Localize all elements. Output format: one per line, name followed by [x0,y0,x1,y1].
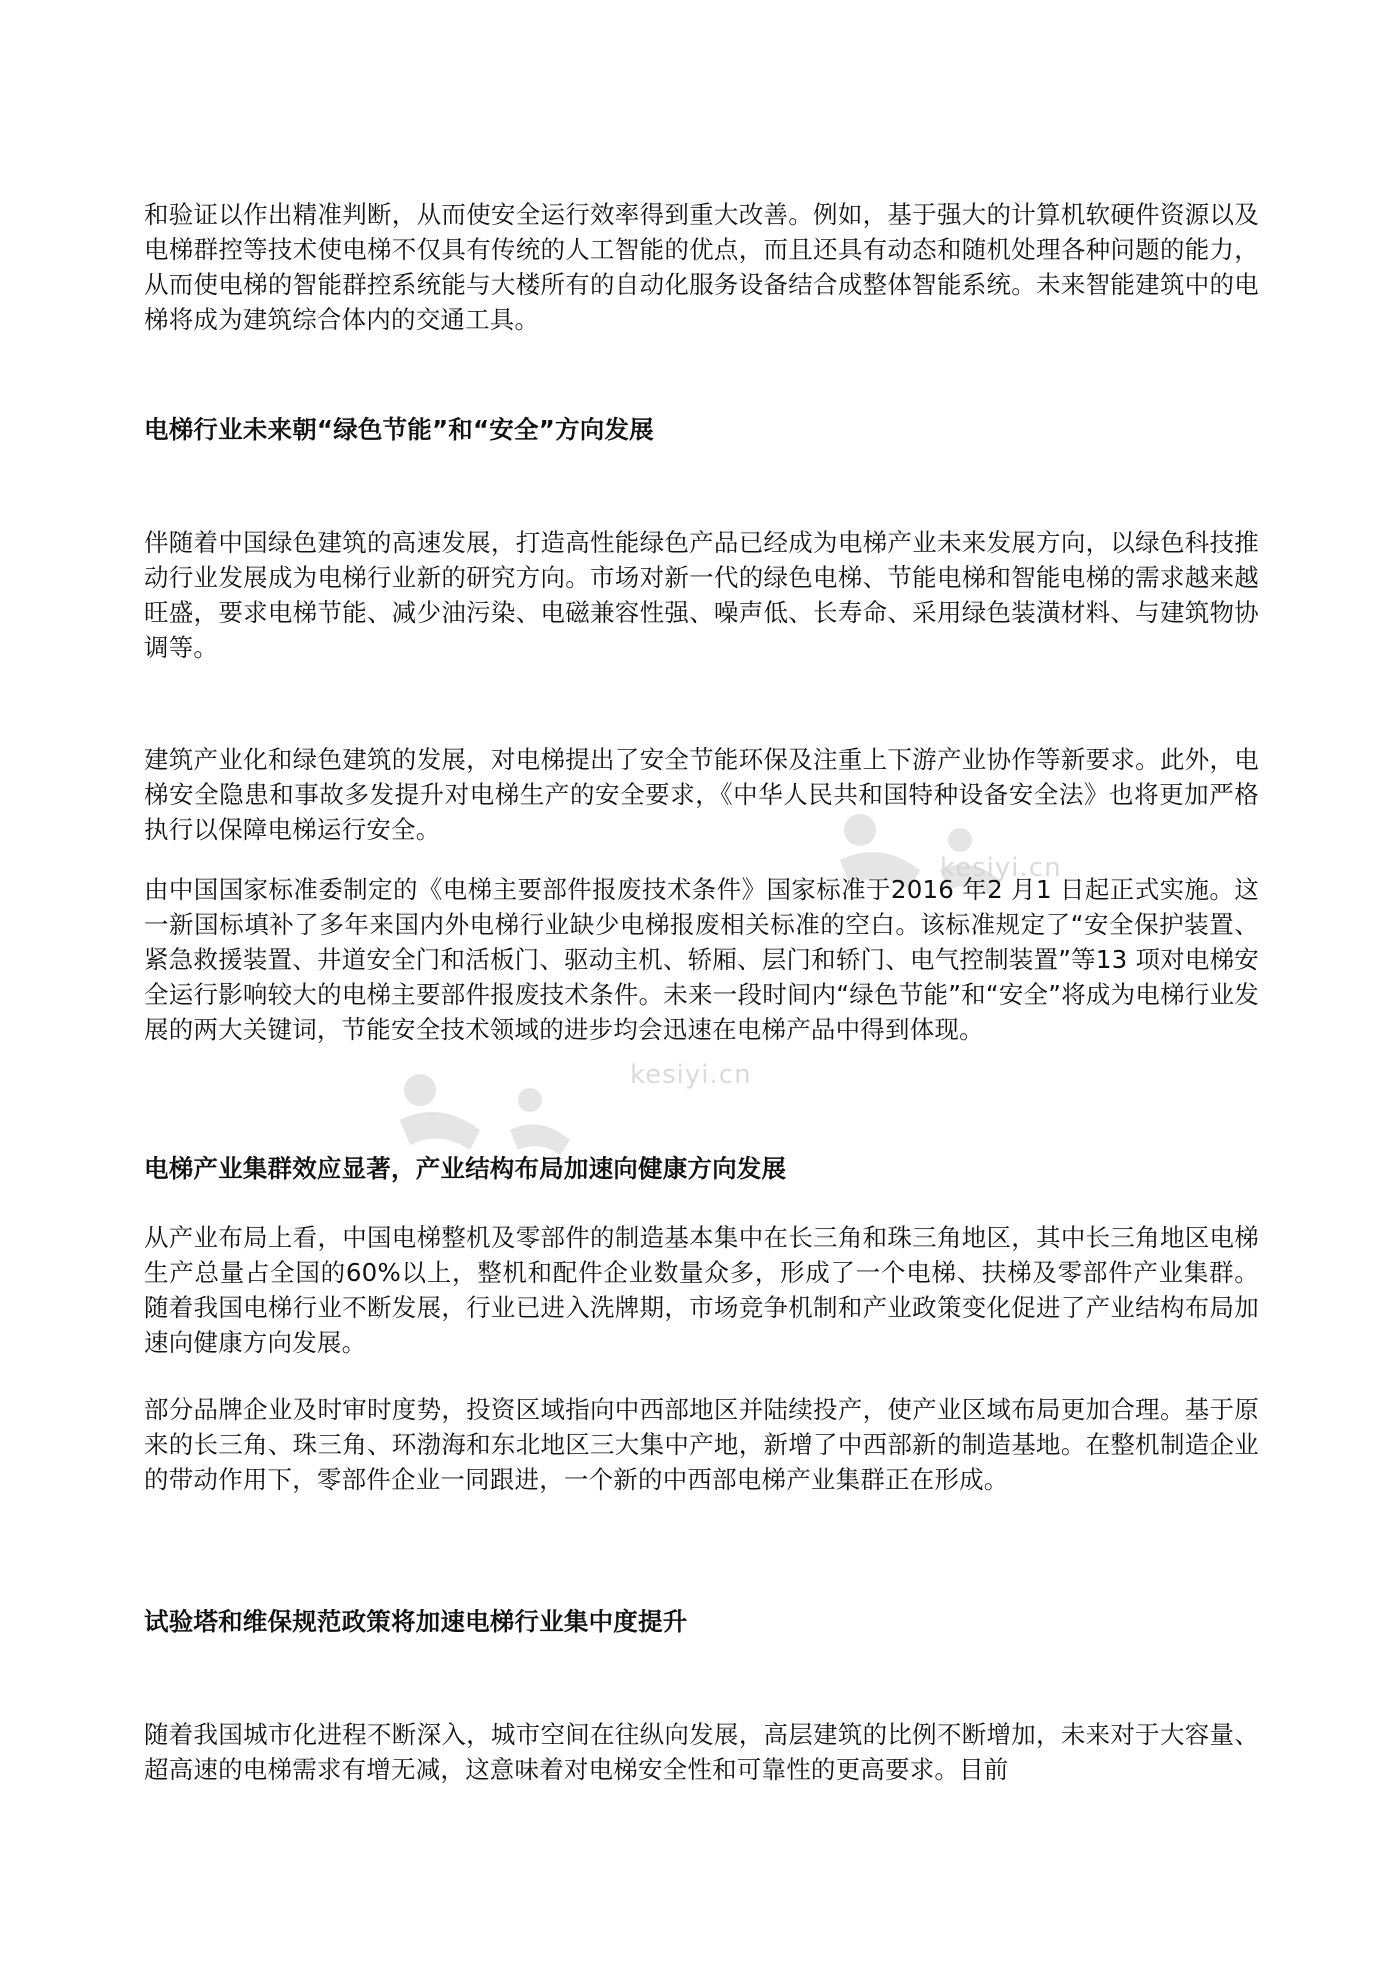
paragraph-brand-enterprises: 部分品牌企业及时审时度势，投资区域指向中西部地区并陆续投产，使产业区域布局更加合理。基于原来的长三角、珠三角、环渤海和东北地区三大集中产地，新增了中西部新的制造基地。在整机制造企业的带动作用下，零部件企业一同跟进，一个新的中西部电梯产业集群正在形成。 [144,1395,1259,1494]
paragraph-green-building: 伴随着中国绿色建筑的高速发展，打造高性能绿色产品已经成为电梯产业未来发展方向，以绿色科技推动行业发展成为电梯行业新的研究方向。市场对新一代的绿色电梯、节能电梯和智能电梯的需求越来越旺盛，要求电梯节能、减少油污染、电磁兼容性强、噪声低、长寿命、采用绿色装潢材料、与建筑物协调等。 [144,528,1259,662]
paragraph-industry-layout: 从产业布局上看，中国电梯整机及零部件的制造基本集中在长三角和珠三角地区，其中长三角地区电梯生产总量占全国的60%以上，整机和配件企业数量众多，形成了一个电梯、扶梯及零部件产业集群。随着我国电梯行业不断发展，行业已进入洗牌期，市场竞争机制和产业政策变化促进了产业结构布局加速向健康方向发展。 [144,1223,1259,1357]
section-heading-industry-cluster: 电梯产业集群效应显著，产业结构布局加速向健康方向发展 [144,1154,787,1183]
section-heading-test-tower: 试验塔和维保规范政策将加速电梯行业集中度提升 [144,1607,688,1636]
paragraph-intro: 和验证以作出精准判断，从而使安全运行效率得到重大改善。例如，基于强大的计算机软硬件资源以及电梯群控等技术使电梯不仅具有传统的人工智能的优点，而且还具有动态和随机处理各种问题的能力，从而使电梯的智能群控系统能与大楼所有的自动化服务设备结合成整体智能系统。未来智能建筑中的电梯将成为建筑综合体内的交通工具。 [144,200,1259,334]
section-heading-green-safety: 电梯行业未来朝“绿色节能”和“安全”方向发展 [144,415,654,444]
paragraph-urbanization: 随着我国城市化进程不断深入，城市空间在往纵向发展，高层建筑的比例不断增加，未来对于大容量、超高速的电梯需求有增无减，这意味着对电梯安全性和可靠性的更高要求。目前 [144,1720,1259,1784]
watermark-text: kesiyi.cn [630,1060,752,1090]
watermark-text: kesiyi.cn [940,853,1062,883]
paragraph-industrialization: 建筑产业化和绿色建筑的发展，对电梯提出了安全节能环保及注重上下游产业协作等新要求。此外，电梯安全隐患和事故多发提升对电梯生产的安全要求，《中华人民共和国特种设备安全法》也将更加严格执行以保障电梯运行安全。 [144,745,1259,844]
paragraph-national-standard: 由中国国家标准委制定的《电梯主要部件报废技术条件》国家标准于2016 年2 月1 日起正式实施。这一新国标填补了多年来国内外电梯行业缺少电梯报废相关标准的空白。该标准规定了“安全保护装置、紧急救援装置、井道安全门和活板门、驱动主机、轿厢、层门和轿门、电气控制装置”等13 项对电梯安全运行影响较大的电梯主要部件报废技术条件。未来一段时间内“绿色节能”和“安全”将成为电梯行业发展的两大关键词，节能安全技术领域的进步均会迅速在电梯产品中得到体现。 [144,875,1259,1044]
